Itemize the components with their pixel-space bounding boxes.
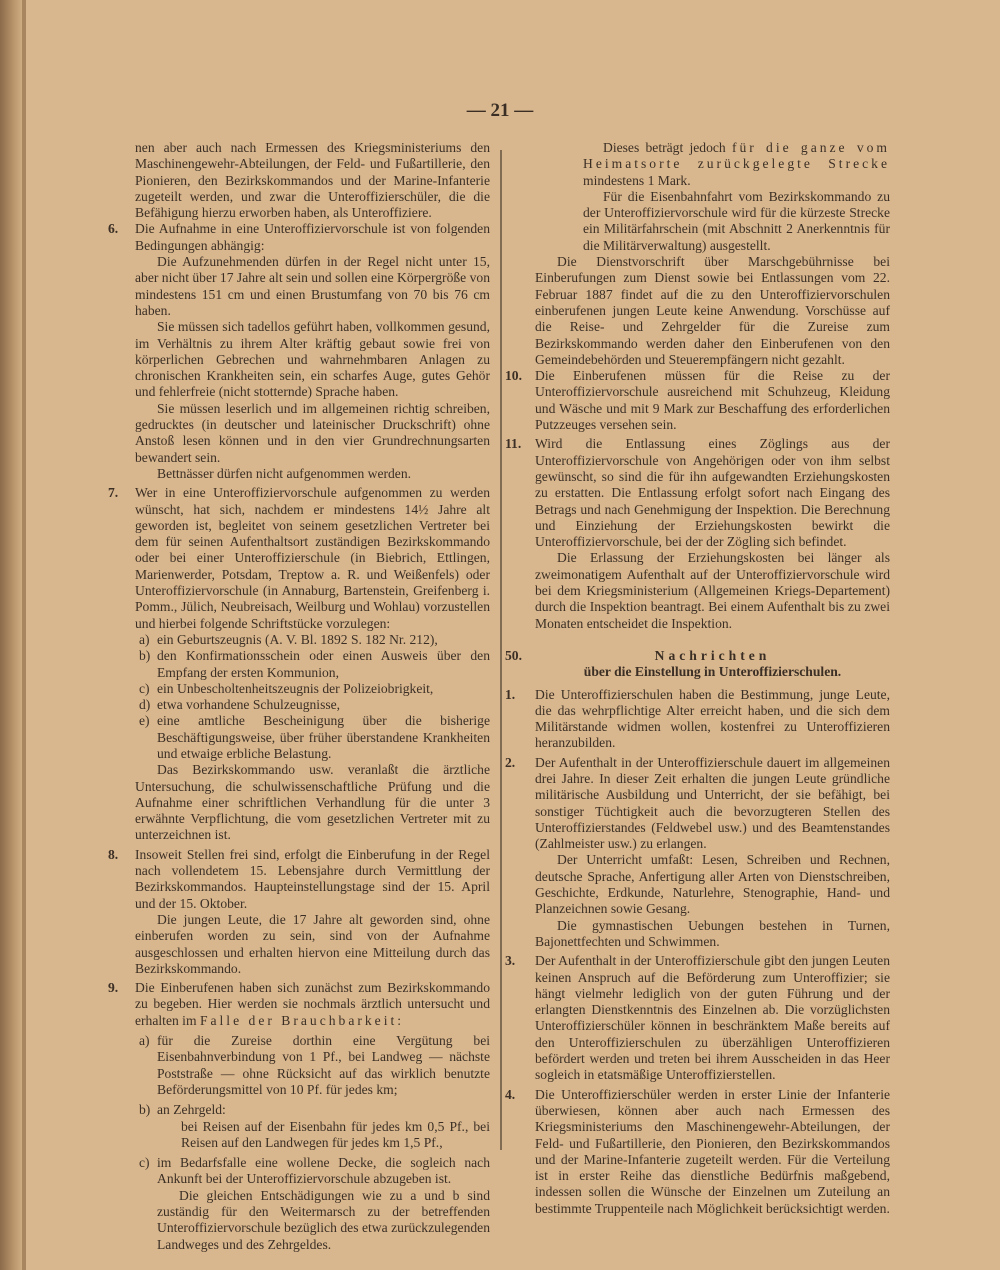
section-title: Nachrichten <box>654 647 771 663</box>
page-edge <box>22 0 26 1270</box>
paragraph: Bettnässer dürfen nicht aufgenommen werden. <box>157 465 412 481</box>
item-7 <box>108 485 490 844</box>
paragraph: Die jungen Leute, die 17 Jahre alt geworden sind, ohne einberufen worden zu sein, sind von der Aufnahme ausgeschlossen und erhalten hiervon eine Mitteilung durch das Bezirkskommando. <box>135 911 490 976</box>
sub-item <box>135 697 490 713</box>
item-number: 1. <box>505 686 516 702</box>
sub-item <box>135 1102 490 1151</box>
item-number: 9. <box>108 980 119 996</box>
paragraph-text: Die Einberufenen haben sich zunächst zum Bezirkskommando zu begeben. Hier werden sie nochmals ärztlich untersucht und erhalten im <box>135 980 490 1028</box>
item-number: 2. <box>505 754 516 770</box>
sub-text: den Konfirmationsschein oder einen Ausweis über den Empfang der ersten Kommunion, <box>157 648 490 680</box>
sub-label: c) <box>139 1155 150 1171</box>
item-number: 7. <box>108 485 119 501</box>
paragraph: Die Dienstvorschrift über Marschgebührnisse bei Einberufungen zum Dienst sowie bei Entlassungen vom 22. Februar 1887 findet auf die zu den Unteroffiziervorschulen einberufenen jungen Leute keine Anwendung. Vorschüsse auf die Reise- und Zehrgelder für die Zureise zum Bezirkskommando werden daher den Einberufenen von den Gemeindebehörden und Steuerempfängern nicht gezahlt. <box>535 254 890 367</box>
paragraph: Der Aufenthalt in der Unteroffizierschule gibt den jungen Leuten keinen Anspruch auf die Beförderung zum Unteroffizier; sie hängt vielmehr lediglich von der guten Führung und der erlangten Dienstkenntnis des Einzelnen ab. Die vorzüglichsten Unteroffizierschüler können in beschränktem Maße bereits auf den Unteroffizierschulen zu überzähligen Unteroffizieren befördert werden und treten bei ihrem Ausscheiden in das Heer sogleich in etatsmäßige Unteroffizierstellen. <box>535 953 890 1083</box>
sub-item <box>135 713 490 762</box>
sub-text: im Bedarfsfalle eine wollene Decke, die sogleich nach Ankunft bei der Unteroffiziervorschule abzugeben ist. <box>157 1155 490 1187</box>
item-number: 3. <box>505 953 516 969</box>
sub-label: a) <box>139 1033 150 1049</box>
sub-label: c) <box>139 680 150 696</box>
item-10 <box>505 368 890 433</box>
sub-text: etwa vorhandene Schulzeugnisse, <box>157 697 341 713</box>
section-subtitle: über die Einstellung in Unteroffizierschulen. <box>583 664 842 680</box>
item-number: 4. <box>505 1086 516 1102</box>
sub-text: an Zehrgeld: <box>157 1102 226 1118</box>
paragraph-text: mindestens 1 Mark. <box>583 172 691 188</box>
paragraph: Die gleichen Entschädigungen wie zu a und b sind zuständig für den Weitermarsch zu der betreffenden Unteroffiziervorschule bezüglich des etwa zurückzulegenden Landweges und des Zehrgeldes. <box>157 1187 490 1252</box>
sub-item <box>135 632 490 648</box>
item-number: 11. <box>505 436 522 452</box>
sub-label: e) <box>139 713 150 729</box>
paragraph: Insoweit Stellen frei sind, erfolgt die Einberufung in der Regel nach vollendetem 15. Lebensjahre durch Vermittlung der Bezirkskommandos. Haupteinstellungstage sind der 15. April und der 15. Oktober. <box>135 846 490 911</box>
paragraph: Die gymnastischen Uebungen bestehen in Turnen, Bajonettfechten und Schwimmen. <box>535 917 890 949</box>
paragraph-text: Dieses beträgt jedoch <box>603 140 726 155</box>
item-1 <box>505 686 890 752</box>
paragraph: Sie müssen sich tadellos geführt haben, vollkommen gesund, im Verhältnis zu ihrem Alter kräftig gebaut sowie frei von körperlichen Gebrechen und wahrnehmbaren Anlagen zu chronischen Krankheiten sein, ein scharfes Auge, gutes Gehör und fehlerfreie (nicht stotternde) Sprache haben. <box>135 319 490 400</box>
sub-text: eine amtliche Bescheinigung über die bisherige Beschäftigungsweise, über früher überstandene Krankheiten und etwaige erbliche Belastung. <box>157 713 490 761</box>
paragraph: Die Einberufenen müssen für die Reise zu der Unteroffiziervorschule ausreichend mit Schuhzeug, Kleidung und Wäsche und mit 9 Mark zur Beschaffung des erforderlichen Putzzeuges versehen sein. <box>535 368 890 433</box>
item-number: 8. <box>108 846 119 862</box>
paragraph: nen aber auch nach Ermessen des Kriegsministeriums den Maschinengewehr-Abteilungen, der Feld- und Fußartillerie, den Pionieren, den Bezirkskommandos und der Marine-Infanterie zugeteilt werden, und zwar die Unteroffizierschüler, die die Befähigung hierzu erworben haben, als Unteroffiziere. <box>135 140 490 221</box>
item-number: 6. <box>108 221 119 237</box>
paragraph: Wer in eine Unteroffiziervorschule aufgenommen zu werden wünscht, hat sich, nachdem er mindestens 14½ Jahre alt geworden ist, begleitet von seinem gesetzlichen Vertreter bei dem für seinen Aufenthaltsort zuständigen Bezirkskommando oder bei einer Unteroffizierschule (in Biebrich, Ettlingen, Marienwerder, Potsdam, Treptow a. R. und Weißenfels) oder Unteroffiziervorschule (in Annaburg, Bartenstein, Greifenberg i. Pomm., Jülich, Neubreisach, Weilburg und Wohlau) vorzustellen und hierbei folgende Schriftstücke vorzulegen: <box>135 485 490 631</box>
paragraph: Sie müssen leserlich und im allgemeinen richtig schreiben, gedrucktes (in deutscher und lateinischer Druckschrift) ohne Anstoß lesen können und in den vier Grundrechnungsarten bewandert sein. <box>135 400 490 465</box>
item-8 <box>108 846 490 977</box>
sub-label: d) <box>139 697 151 713</box>
paragraph: Die Unteroffizierschüler werden in erster Linie der Infanterie überwiesen, können aber auch nach Ermessen des Kriegsministeriums den Maschinengewehr-Abteilungen, der Feld- und Fußartillerie, den Pionieren, den Bezirkskommandos und der Marine-Infanterie zugeteilt werden. Für die Verteilung ist in erster Reihe das dienstliche Bedürfnis maßgebend, indessen sollen die Wünsche der Einzelnen um Zuteilung an bestimmte Truppenteile nach Möglichkeit berücksichtigt werden. <box>535 1086 890 1216</box>
sub-item <box>135 648 490 681</box>
book-binding <box>0 0 22 1270</box>
paragraph: Die Aufzunehmenden dürfen in der Regel nicht unter 15, aber nicht über 17 Jahre alt sein und sollen eine Körpergröße von mindestens 151 cm und einen Brustumfang von 70 bis 76 cm haben. <box>135 254 490 318</box>
section-number: 50. <box>505 647 522 663</box>
page-number: — 21 — <box>466 100 534 121</box>
sub-text: bei Reisen auf der Eisenbahn für jedes km 0,5 Pf., bei Reisen auf den Landwegen für jedes km 1,5 Pf., <box>181 1118 490 1150</box>
item-number: 10. <box>505 368 522 384</box>
paragraph: Der Unterricht umfaßt: Lesen, Schreiben und Rechnen, deutsche Sprache, Anfertigung aller Arten von Dienstschreiben, Geschichte, Erdkunde, Naturlehre, Stenographie, Hand- und Planzeichnen sowie Gesang. <box>535 852 890 917</box>
emphasized-text: Falle der Brauchbarkeit: <box>199 1012 405 1028</box>
item-11 <box>505 436 890 632</box>
sub-text: ein Unbescholtenheitszeugnis der Polizeiobrigkeit, <box>157 680 434 696</box>
item-6 <box>108 221 490 482</box>
left-column <box>108 140 490 1256</box>
sub-item <box>135 681 490 697</box>
paragraph: Wird die Entlassung eines Zöglings aus der Unteroffiziervorschule von Angehörigen oder von ihm selbst gewünscht, so sind die für ihn aufgewandten Erziehungskosten zu erstatten. Die Entlassung erfolgt sofort nach Eingang des Betrags und nach Genehmigung der Inspektion. Die Berechnung und Einziehung der Erziehungskosten bewirkt die Unteroffiziervorschule, bei der der Zögling sich befindet. <box>535 436 890 550</box>
paragraph: Die Aufnahme in eine Unteroffiziervorschule ist von folgenden Bedingungen abhängig: <box>135 221 490 253</box>
item-2 <box>505 754 890 951</box>
sub-item <box>135 1155 490 1188</box>
item-3 <box>505 953 890 1083</box>
sub-text: ein Geburtszeugnis (A. V. Bl. 1892 S. 182 Nr. 212), <box>157 631 438 647</box>
paragraph: Für die Eisenbahnfahrt vom Bezirkskommando zu der Unteroffiziervorschule wird für die kürzeste Strecke ein Militärfahrschein (mit Abschnitt 2 Anerkenntnis für die Militärverwaltung) ausgestellt. <box>583 188 890 253</box>
right-column <box>505 140 890 1220</box>
emphasized-text: für die ganze vom Heimatsorte zurückgelegte Strecke <box>583 140 890 172</box>
sub-label: b) <box>139 1102 151 1118</box>
paragraph: Das Bezirkskommando usw. veranlaßt die ärztliche Untersuchung, die schulwissenschaftliche Prüfung und die Aufnahme einer schriftlichen Verhandlung für die unter 3 erwähnte Verpflichtung, die vom gesetzlichen Vertreter mit zu unterzeichnen ist. <box>135 762 490 843</box>
column-divider <box>500 150 502 1150</box>
item-4 <box>505 1086 890 1217</box>
item-9 <box>108 980 490 1253</box>
paragraph <box>135 980 490 1029</box>
paragraph: Die Unteroffizierschulen haben die Bestimmung, junge Leute, die das wehrpflichtige Alter erreicht haben, und die sich dem Militärstande widmen wollen, kostenfrei zu Unteroffizieren heranzubilden. <box>535 686 890 751</box>
sub-text: für die Zureise dorthin eine Vergütung bei Eisenbahnverbindung von 1 Pf., bei Landweg — nächste Poststraße — ohne Rücksicht auf das wirklich benutzte Beförderungsmittel von 10 Pf. für jedes km; <box>157 1033 490 1097</box>
sub-label: b) <box>139 648 151 664</box>
section-heading <box>505 647 890 681</box>
paragraph: Der Aufenthalt in der Unteroffizierschule dauert im allgemeinen drei Jahre. In dieser Zeit erhalten die jungen Leute gründliche militärische Ausbildung und Unterricht, der sie befähigt, bei sonstiger Tüchtigkeit auch die bevorzugteren Stellen des Unteroffizierstandes (Feldwebel usw.) und des Beamtenstandes (Zahlmeister usw.) zu erlangen. <box>535 754 890 852</box>
paragraph: Die Erlassung der Erziehungskosten bei länger als zweimonatigem Aufenthalt auf der Unteroffiziervorschule wird bei dem Kriegsministerium (Allgemeinen Kriegs-Departement) durch die Inspektion beantragt. Bei einem Aufenthalt bis zu zwei Monaten entscheidet die Inspektion. <box>535 550 890 631</box>
sub-item <box>135 1033 490 1098</box>
paragraph <box>535 140 890 189</box>
sub-label: a) <box>139 631 150 647</box>
